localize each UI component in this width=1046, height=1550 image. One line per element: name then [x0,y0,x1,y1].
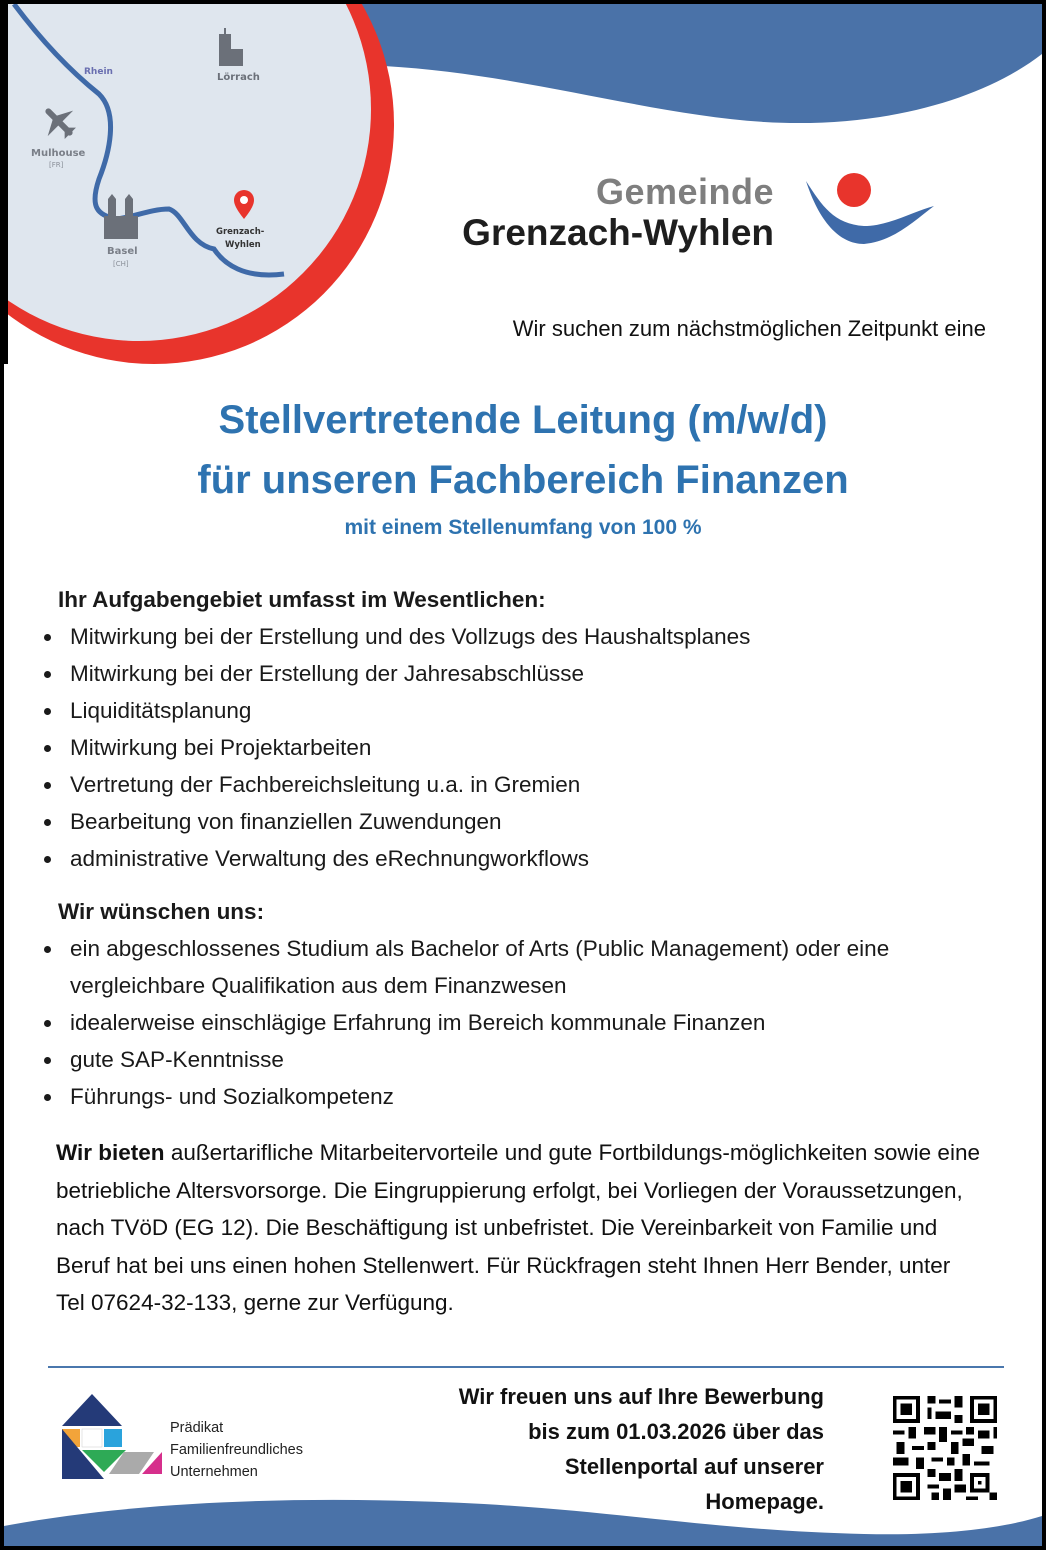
offer-paragraph [56,1134,982,1322]
list-item: Mitwirkung bei der Erstellung und des Vollzugs des Haushaltsplanes [34,618,1012,655]
requirements-heading: Wir wünschen uns: [58,899,265,924]
grenzach-label-1: Grenzach- [216,227,265,237]
apply-line4: Homepage. [705,1489,824,1514]
list-item: Mitwirkung bei der Erstellung der Jahresabschlüsse [34,655,1012,692]
requirements-section [34,894,1002,1115]
list-item: ein abgeschlossenes Studium als Bachelor of Arts (Public Management) oder eine vergleichbare Qualifikation aus dem Finanzwesen [34,930,1002,1004]
list-item: Mitwirkung bei Projektarbeiten [34,729,1012,766]
list-item: gute SAP-Kenntnisse [34,1041,1002,1078]
mulhouse-label: Mulhouse [31,148,86,159]
lorrach-label: Lörrach [217,72,260,83]
tasks-heading: Ihr Aufgabengebiet umfasst im Wesentlichen: [58,587,546,612]
mulhouse-country: [FR] [49,161,64,169]
job-title-line1: Stellvertretende Leitung (m/w/d) [218,398,828,442]
list-item: idealerweise einschlägige Erfahrung im Bereich kommunale Finanzen [34,1004,1002,1041]
basel-country: [CH] [113,260,129,268]
region-map [4,4,404,364]
job-subtitle: mit einem Stellenumfang von 100 % [344,516,702,539]
job-ad-page [4,4,1042,1546]
intro-text: Wir suchen zum nächstmöglichen Zeitpunkt eine [512,316,986,341]
apply-line1: Wir freuen uns auf Ihre Bewerbung [458,1384,824,1409]
list-item: Vertretung der Fachbereichsleitung u.a. in Gremien [34,766,1012,803]
list-item: Bearbeitung von finanziellen Zuwendungen [34,803,1012,840]
municipality-logo-text [462,172,774,254]
municipality-logo-icon [804,166,944,256]
basel-label: Basel [107,246,138,257]
requirements-list [34,930,1002,1115]
river-label: Rhein [84,67,113,77]
offer-text: außertarifliche Mitarbeitervorteile und gute Fortbildungs-möglichkeiten sowie eine betriebliche Altersvorsorge. Die Eingruppierung erfolgt, bei Vorliegen der Voraussetzungen, nach TVöD (EG 12). Die Beschäftigung ist unbefristet. Die Vereinbarkeit von Familie und Beruf hat bei uns einen hohen Stellenwert. Für Rückfragen steht Ihnen Herr Bender, unter Tel 07624-32-133, gerne zur Verfügung. [56,1140,980,1315]
list-item: Führungs- und Sozialkompetenz [34,1078,1002,1115]
award-line3: Unternehmen [170,1464,258,1480]
list-item: Liquiditätsplanung [34,692,1012,729]
footer-divider [48,1366,1004,1368]
tasks-section [34,582,1012,877]
family-award-logo-icon [54,1394,164,1484]
logo-name: Grenzach-Wyhlen [462,212,774,253]
offer-lead: Wir bieten [56,1140,165,1165]
apply-line2: bis zum 01.03.2026 über das [528,1419,824,1444]
logo-gemeinde: Gemeinde [595,171,774,212]
award-line2: Familienfreundliches [170,1442,303,1458]
award-text [170,1417,303,1483]
apply-line3: Stellenportal auf unserer [564,1454,824,1479]
grenzach-label-2: Wyhlen [225,240,261,250]
bottom-wave-decoration [4,1486,1042,1546]
tasks-list [34,618,1012,877]
list-item: administrative Verwaltung des eRechnungworkflows [34,840,1012,877]
job-title-line2: für unseren Fachbereich Finanzen [197,458,849,502]
job-title-block [4,390,1042,544]
award-line1: Prädikat [170,1420,224,1436]
